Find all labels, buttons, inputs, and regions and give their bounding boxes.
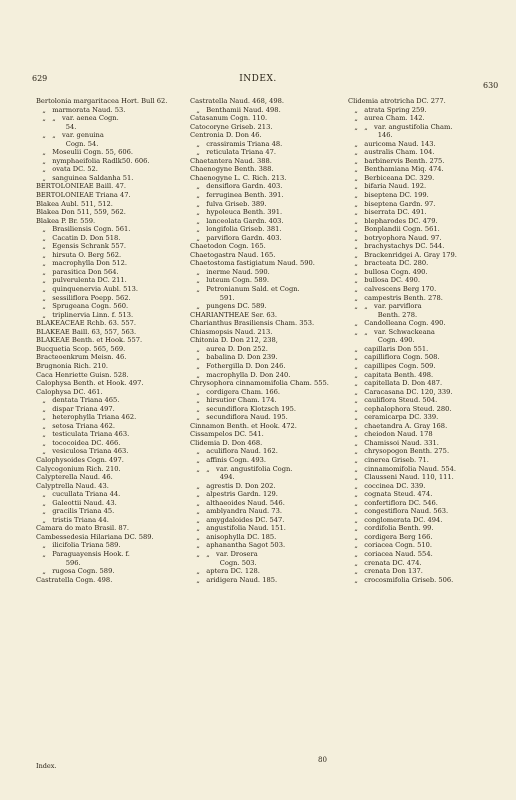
- index-entry: „ angustifolia Naud. 151.: [190, 524, 286, 533]
- index-entry: Clidemia D. Don 468.: [190, 438, 263, 447]
- index-entry: „ „ var. genuina: [36, 131, 104, 140]
- index-entry: „ barbinervis Benth. 275.: [348, 156, 445, 165]
- index-entry: „ amygdaloides DC. 547.: [190, 515, 285, 524]
- index-entry: „ ilicifolia Triana 589.: [36, 541, 121, 550]
- index-entry: „ „ var. angustifolia Cogn.: [190, 464, 293, 473]
- index-entry: „ amblyandra Naud. 73.: [190, 507, 282, 516]
- index-entry: „ aptera DC. 128.: [190, 567, 260, 576]
- index-entry: „ luteum Cogn. 589.: [190, 276, 269, 285]
- index-entry: Brugnonia Rich. 210.: [36, 361, 108, 370]
- index-entry: „ vesiculosa Triana 463.: [36, 447, 129, 456]
- index-entry: „ althaeoides Naud. 546.: [190, 498, 285, 507]
- index-entry: „ crenata DC. 474.: [348, 558, 422, 567]
- index-entry: Camara do mato Brasil. 87.: [36, 524, 130, 533]
- index-entry: „ coriacea Cogn. 510.: [348, 541, 433, 550]
- index-entry: „ babalina D. Don 239.: [190, 353, 278, 362]
- index-entry: „ Berbiceana DC. 329.: [348, 173, 435, 182]
- index-entry: 494.: [190, 473, 235, 482]
- index-entry: BLAKEAE Benth. et Hook. 557.: [36, 336, 143, 345]
- index-entry: Calypterella Naud. 46.: [36, 473, 113, 482]
- index-entry: Cogn. 490.: [348, 336, 415, 345]
- index-entry: Chaenogyne L. C. Rich. 213.: [190, 173, 287, 182]
- index-entry: „ aphanantha Sagot 503.: [190, 541, 286, 550]
- index-entry: „ quinquenervia Aubl. 513.: [36, 285, 138, 294]
- index-entry: „ Caracasana DC. 120, 339.: [348, 387, 453, 396]
- index-entry: Calophysa DC. 461.: [36, 387, 103, 396]
- index-entry: „ macrophylla Don 512.: [36, 259, 127, 268]
- index-entry: CHARIANTHEAE Ser. 63.: [190, 310, 278, 319]
- index-entry: Bucquetia Scop. 565, 569.: [36, 344, 126, 353]
- index-entry: Catocoryne Griseb. 213.: [190, 122, 273, 131]
- index-entry: „ crocosmifolia Griseb. 506.: [348, 575, 454, 584]
- index-entry: „ coriacea Naud. 554.: [348, 549, 433, 558]
- index-entry: Chaenogyne Benth. 388.: [190, 165, 274, 174]
- index-entry: „ capitata Benth. 498.: [348, 370, 434, 379]
- index-entry: „ cognata Steud. 474.: [348, 490, 433, 499]
- index-entry: Blakea Don 511, 559, 562.: [36, 208, 126, 217]
- index-entry: „ triplinervia Linn. f. 513.: [36, 310, 134, 319]
- index-entry: „ sessiliflora Poepp. 562.: [36, 293, 131, 302]
- index-entry: „ longifolia Griseb. 381.: [190, 225, 282, 234]
- index-entry: „ pungens DC. 589.: [190, 302, 267, 311]
- index-entry: Clidemia atrotricha DC. 277.: [348, 97, 446, 105]
- index-entry: „ Moseulii Cogn. 55, 606.: [36, 148, 133, 157]
- index-entry: „ cordigera Berg 166.: [348, 532, 433, 541]
- index-entry: „ Cacatin D. Don 518.: [36, 233, 121, 242]
- index-entry: „ testiculata Triana 463.: [36, 430, 130, 439]
- index-column-3: [348, 97, 488, 584]
- index-entry: „ biseptena Gardn. 97.: [348, 199, 436, 208]
- page-number-right: 630: [483, 81, 499, 90]
- index-entry: Chaetostoma fastigiatum Naud. 590.: [190, 259, 315, 268]
- index-entry: „ Sprugeana Cogn. 560.: [36, 302, 129, 311]
- index-entry: „ hirsutior Cham. 174.: [190, 396, 277, 405]
- index-entry: „ campestris Benth. 278.: [348, 293, 443, 302]
- index-entry: Cogn. 503.: [190, 558, 257, 567]
- page-number-left: 629: [32, 74, 48, 83]
- index-entry: „ alpestris Gardn. 129.: [190, 490, 278, 499]
- index-entry: „ bifaria Naud. 192.: [348, 182, 427, 191]
- index-entry: „ agrestis D. Don 202.: [190, 481, 276, 490]
- index-entry: „ confertiflora DC. 546.: [348, 498, 438, 507]
- index-entry: Chitonia D. Don 212, 238,: [190, 336, 278, 345]
- index-entry: „ Brackenridgei A. Gray 179.: [348, 250, 457, 259]
- index-entry: Chaetodon Cogn. 165.: [190, 242, 266, 251]
- index-entry: „ aridigera Naud. 185.: [190, 575, 278, 584]
- index-entry: „ conglomerata DC. 494.: [348, 515, 443, 524]
- index-entry: Castratella Naud. 468, 498.: [190, 97, 285, 105]
- index-entry: „ botryophora Naud. 97.: [348, 233, 442, 242]
- index-entry: „ brachystachys DC. 544.: [348, 242, 445, 251]
- index-entry: Centronia D. Don 46.: [190, 131, 262, 140]
- index-entry: „ crenata Don 137.: [348, 567, 423, 576]
- index-entry: „ Benthamiana Miq. 474.: [348, 165, 444, 174]
- index-entry: BERTOLONIEAE Triana 47.: [36, 191, 131, 200]
- index-entry: „ Galeottii Naud. 43.: [36, 498, 117, 507]
- index-entry: „ lanceolata Gardn. 403.: [190, 216, 284, 225]
- index-entry: BLAKEACEAE Rchb. 63. 557.: [36, 319, 136, 328]
- index-entry: „ calvescens Berg 170.: [348, 285, 437, 294]
- index-entry: „ „ var. aenea Cogn.: [36, 114, 119, 123]
- index-entry: „ marmorata Naud. 53.: [36, 105, 126, 114]
- index-entry: Bracteoenkrum Meisn. 46.: [36, 353, 127, 362]
- index-entry: „ auricoma Naud. 143.: [348, 139, 436, 148]
- index-entry: „ Paraguayensis Hook. f.: [36, 549, 130, 558]
- index-entry: „ Petronianum Sald. et Cogn.: [190, 285, 300, 294]
- index-entry: „ cordigera Cham. 166.: [190, 387, 281, 396]
- index-entry: Cinnamon Benth. et Hook. 472.: [190, 421, 297, 430]
- index-entry: „ atrata Spring 259.: [348, 105, 427, 114]
- index-entry: „ biserrata DC. 491.: [348, 208, 427, 217]
- index-entry: „ aurea Cham. 142.: [348, 114, 425, 123]
- index-entry: „ „ var. Schwackeana: [348, 327, 435, 336]
- index-entry: „ gracilis Triana 45.: [36, 507, 115, 516]
- index-entry: „ reticulata Triana 47.: [190, 148, 277, 157]
- index-entry: „ capilliflora Cogn. 508.: [348, 353, 440, 362]
- index-entry: „ ferruginea Benth. 391.: [190, 191, 284, 200]
- index-entry: „ cucullata Triana 44.: [36, 490, 121, 499]
- index-entry: „ blepharodes DC. 479.: [348, 216, 438, 225]
- index-entry: „ parasitica Don 564.: [36, 267, 119, 276]
- index-entry: „ fulva Griseb. 389.: [190, 199, 267, 208]
- index-entry: „ densiflora Gardn. 403.: [190, 182, 283, 191]
- index-entry: „ inerme Naud. 590.: [190, 267, 270, 276]
- index-entry: BERTOLONIEAE Baill. 47.: [36, 182, 126, 191]
- index-entry: „ bullosa Cogn. 490.: [348, 267, 428, 276]
- index-entry: Calyptrella Naud. 43.: [36, 481, 109, 490]
- index-entry: „ Clausseni Naud. 110, 111.: [348, 473, 454, 482]
- index-entry: „ Brasiliensis Cogn. 561.: [36, 225, 131, 234]
- index-entry: „ hypoleuca Benth. 391.: [190, 208, 283, 217]
- index-entry: „ affinis Cogn. 493.: [190, 455, 266, 464]
- footer-signature: Index.: [36, 762, 57, 770]
- index-entry: „ biseptena DC. 199.: [348, 191, 429, 200]
- index-entry: „ cinerea Griseb. 71.: [348, 455, 429, 464]
- index-entry: „ coccinea DC. 339.: [348, 481, 426, 490]
- index-entry: „ cordifolia Benth. 99.: [348, 524, 434, 533]
- index-entry: „ capitellata D. Don 487.: [348, 379, 443, 388]
- index-entry: 146.: [348, 131, 393, 140]
- index-entry: „ cephalophora Steud. 280.: [348, 404, 452, 413]
- index-entry: „ Egensis Schrank 557.: [36, 242, 126, 251]
- index-entry: „ sanguinea Saldanha 51.: [36, 173, 134, 182]
- index-entry: Blakea Aubl. 511, 512.: [36, 199, 113, 208]
- index-entry: Chaetantera Naud. 388.: [190, 156, 272, 165]
- index-entry: „ „ var. parviflora: [348, 302, 422, 311]
- footer-sheet-number: 80: [318, 756, 327, 764]
- index-entry: 591.: [190, 293, 235, 302]
- index-entry: Cissampelos DC. 541.: [190, 430, 264, 439]
- index-entry: Bertolonia margaritacea Hort. Bull 62.: [36, 97, 168, 105]
- index-entry: Chrysophora cinnamomifolia Cham. 555.: [190, 379, 329, 388]
- index-entry: „ nymphaeifolia Radlk50. 606.: [36, 156, 150, 165]
- index-entry: „ cauliflora Steud. 504.: [348, 396, 438, 405]
- index-entry: „ Fothergilla D. Don 246.: [190, 361, 286, 370]
- index-entry: Chiasmopsis Naud. 213.: [190, 327, 273, 336]
- index-entry: „ macrophylla D. Don 240.: [190, 370, 291, 379]
- index-entry: Calophysoides Cogn. 497.: [36, 455, 124, 464]
- index-entry: „ bullosa DC. 490.: [348, 276, 421, 285]
- index-entry: „ heterophylla Triana 462.: [36, 413, 137, 422]
- index-entry: „ Chamissoi Naud. 331.: [348, 438, 439, 447]
- index-entry: „ Candolleana Cogn. 490.: [348, 319, 446, 328]
- index-entry: „ capillipes Cogn. 509.: [348, 361, 436, 370]
- index-entry: Cambessedesia Hilariana DC. 589.: [36, 532, 154, 541]
- index-entry: „ Benthamii Naud. 498.: [190, 105, 281, 114]
- index-entry: „ tococoidea DC. 466.: [36, 438, 121, 447]
- index-entry: Chaetogastra Naud. 165.: [190, 250, 276, 259]
- index-entry: Castratella Cogn. 498.: [36, 575, 113, 584]
- index-entry: Charianthus Brasiliensis Cham. 353.: [190, 319, 315, 328]
- index-entry: Caca Henriette Guisn. 528.: [36, 370, 129, 379]
- index-entry: „ anisophylla DC. 185.: [190, 532, 277, 541]
- index-entry: Catasanum Cogn. 110.: [190, 114, 268, 123]
- index-entry: Calophysa Benth. et Hook. 497.: [36, 379, 144, 388]
- index-entry: „ rugosa Cogn. 589.: [36, 567, 115, 576]
- index-entry: „ aurea D. Don 252.: [190, 344, 268, 353]
- index-entry: „ chrysopogon Benth. 275.: [348, 447, 450, 456]
- index-entry: „ ovata DC. 52.: [36, 165, 98, 174]
- index-entry: BLAKEAE Baill. 63, 557, 563.: [36, 327, 137, 336]
- index-entry: „ tristis Triana 44.: [36, 515, 109, 524]
- index-entry: „ hirsuta O. Berg 562.: [36, 250, 122, 259]
- index-entry: „ congestiflora Naud. 563.: [348, 507, 449, 516]
- index-entry: „ „ var. Drosera: [190, 549, 258, 558]
- index-entry: „ cinnamomifolia Naud. 554.: [348, 464, 457, 473]
- index-entry: „ secundiflora Klotzsch 195.: [190, 404, 297, 413]
- index-entry: Benth. 278.: [348, 310, 418, 319]
- page-title: INDEX.: [239, 74, 277, 84]
- index-entry: „ dispar Triana 497.: [36, 404, 115, 413]
- index-entry: „ pulverulenta DC. 211.: [36, 276, 127, 285]
- index-entry: 596.: [36, 558, 81, 567]
- index-entry: „ cheiodon Naud. 178: [348, 430, 433, 439]
- index-entry: „ ceramicarpa DC. 339.: [348, 413, 439, 422]
- index-entry: „ setosa Triana 462.: [36, 421, 115, 430]
- index-entry: „ australis Cham. 104.: [348, 148, 435, 157]
- index-entry: „ „ var. angustifolia Cham.: [348, 122, 453, 131]
- index-entry: Blakea P. Br. 559.: [36, 216, 96, 225]
- index-entry: „ bracteata DC. 280.: [348, 259, 429, 268]
- index-entry: „ Bonplandii Cogn. 561.: [348, 225, 440, 234]
- index-column-1: [36, 97, 184, 584]
- index-entry: „ aculiflora Naud. 162.: [190, 447, 278, 456]
- index-entry: „ chaetandra A. Gray 168.: [348, 421, 448, 430]
- index-column-2: [190, 97, 338, 584]
- index-entry: 54.: [36, 122, 77, 131]
- index-entry: „ dentata Triana 465.: [36, 396, 120, 405]
- index-entry: Cogn. 54.: [36, 139, 99, 148]
- index-entry: Calycogonium Rich. 210.: [36, 464, 121, 473]
- index-entry: „ secundiflora Naud. 195.: [190, 413, 288, 422]
- index-entry: „ crassiramis Triana 48.: [190, 139, 283, 148]
- index-entry: „ parviflora Gardn. 403.: [190, 233, 282, 242]
- index-entry: „ capillaris Don 551.: [348, 344, 429, 353]
